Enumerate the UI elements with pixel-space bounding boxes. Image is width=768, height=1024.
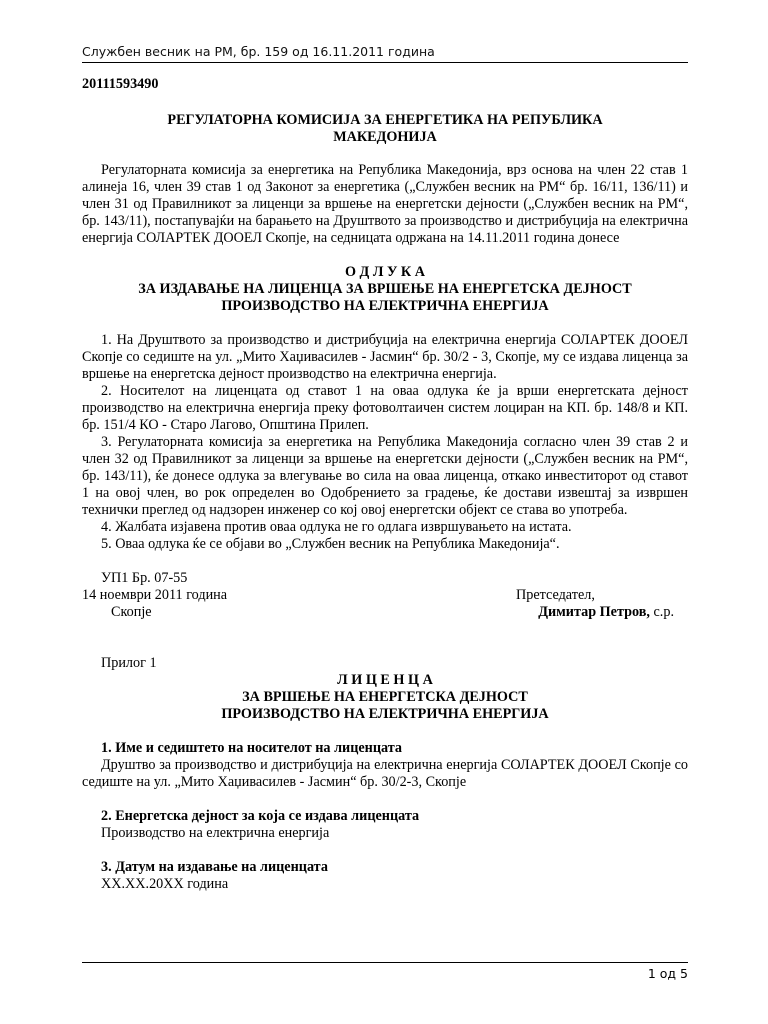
signatory (538, 604, 674, 621)
document-number: 20111593490 (82, 76, 159, 92)
section-1-heading: 1. Име и седиштето на носителот на лиценцата (101, 740, 402, 756)
annex-label: Прилог 1 (101, 655, 157, 671)
page-number: 1 од 5 (647, 966, 688, 981)
decision-city: Скопје (111, 604, 152, 620)
article-4: 4. Жалбата изјавена против оваа одлука не го одлага извршувањето на истата. (101, 519, 572, 535)
signature-row-1 (82, 570, 688, 587)
section-2-body: Производство на електрична енергија (101, 825, 330, 841)
section-3-heading: 3. Датум на издавање на лиценцата (101, 859, 328, 875)
license-title-line1: Л И Ц Е Н Ц А (337, 672, 433, 688)
preamble-paragraph: Регулаторната комисија за енергетика на Република Македонија, врз основа на член 22 став 1 алинеја 16, член 39 став 1 од Законот за енергетика („Службен весник на РМ“ бр. 16/11, 136/11) и член 31 од Правилникот за лиценци за вршење на енергетски дејности („Службен весник на РМ“, бр. 143/11), постапувајќи на барањето на Друштвото за производство и дистрибуција на електрична енергија СОЛАРТЕК ДООЕЛ Скопје, на седницата одржана на 14.11.2011 година донесе (82, 162, 688, 246)
signatory-name: Димитар Петров, (538, 604, 650, 620)
footer-divider (82, 962, 688, 963)
signature-row-2 (82, 587, 688, 604)
issuer-title-line2: МАКЕДОНИЈА (333, 129, 437, 145)
article-2: 2. Носителот на лиценцата од ставот 1 на оваа одлука ќе ја врши енергетската дејност производство на електрична енергија преку фотоволтаичен систем лоциран на КП. бр. 148/8 и КП. бр. 151/4 КО - Старо Лагово, Општина Прилеп. (82, 383, 688, 433)
decision-title-line3: ПРОИЗВОДСТВО НА ЕЛЕКТРИЧНА ЕНЕРГИЈА (221, 298, 549, 314)
decision-title-line1: О Д Л У К А (344, 264, 426, 280)
license-title-line2: ЗА ВРШЕЊЕ НА ЕНЕРГЕТСКА ДЕЈНОСТ (242, 689, 528, 705)
article-5: 5. Оваа одлука ќе се објави во „Службен весник на Република Македонија“. (101, 536, 560, 552)
decision-title-line2: ЗА ИЗДАВАЊЕ НА ЛИЦЕНЦА ЗА ВРШЕЊЕ НА ЕНЕРГЕТСКА ДЕЈНОСТ (138, 281, 632, 297)
signatory-suffix: с.р. (649, 604, 674, 620)
section-1-body: Друштво за производство и дистрибуција на електрична енергија СОЛАРТЕК ДООЕЛ Скопје со седиште на ул. „Мито Хаџивасилев - Јасмин“ бр. 30/2-3, Скопје (82, 757, 688, 790)
document-body (82, 76, 688, 893)
case-number: УП1 Бр. 07-55 (101, 570, 188, 586)
issuer-title-line1: РЕГУЛАТОРНА КОМИСИЈА ЗА ЕНЕРГЕТИКА НА РЕПУБЛИКА (167, 112, 603, 128)
section-2-heading: 2. Енергетска дејност за која се издава лиценцата (101, 808, 420, 824)
running-header: Службен весник на РМ, бр. 159 од 16.11.2011 година (82, 44, 435, 59)
decision-date: 14 ноември 2011 година (82, 587, 228, 603)
license-title-line3: ПРОИЗВОДСТВО НА ЕЛЕКТРИЧНА ЕНЕРГИЈА (221, 706, 549, 722)
header-divider (82, 62, 688, 63)
signature-row-3 (82, 604, 688, 621)
article-1: 1. На Друштвото за производство и дистрибуција на електрична енергија СОЛАРТЕК ДООЕЛ Скопје со седиште на ул. „Мито Хаџивасилев - Јасмин“ бр. 30/2 - 3, Скопје, му се издава лиценца за вршење на енергетска дејност производство на електрична енергија. (82, 332, 688, 382)
article-3: 3. Регулаторната комисија за енергетика на Република Македонија согласно член 39 став 2 и член 32 од Правилникот за лиценци за вршење на енергетски дејности („Службен весник на РМ“, бр. 143/11), ќе донесе одлука за влегување во сила на оваа лиценца, откако инвеститорот од ставот 1 на овој член, во рок определен во Одобрението за градење, ќе достави извештај за извршен технички преглед од надзорен инженер со кој овој енергетски објект се става во употреба. (82, 434, 688, 518)
signatory-role: Претседател, (516, 587, 595, 603)
section-3-body: XX.XX.20XX година (101, 876, 229, 892)
